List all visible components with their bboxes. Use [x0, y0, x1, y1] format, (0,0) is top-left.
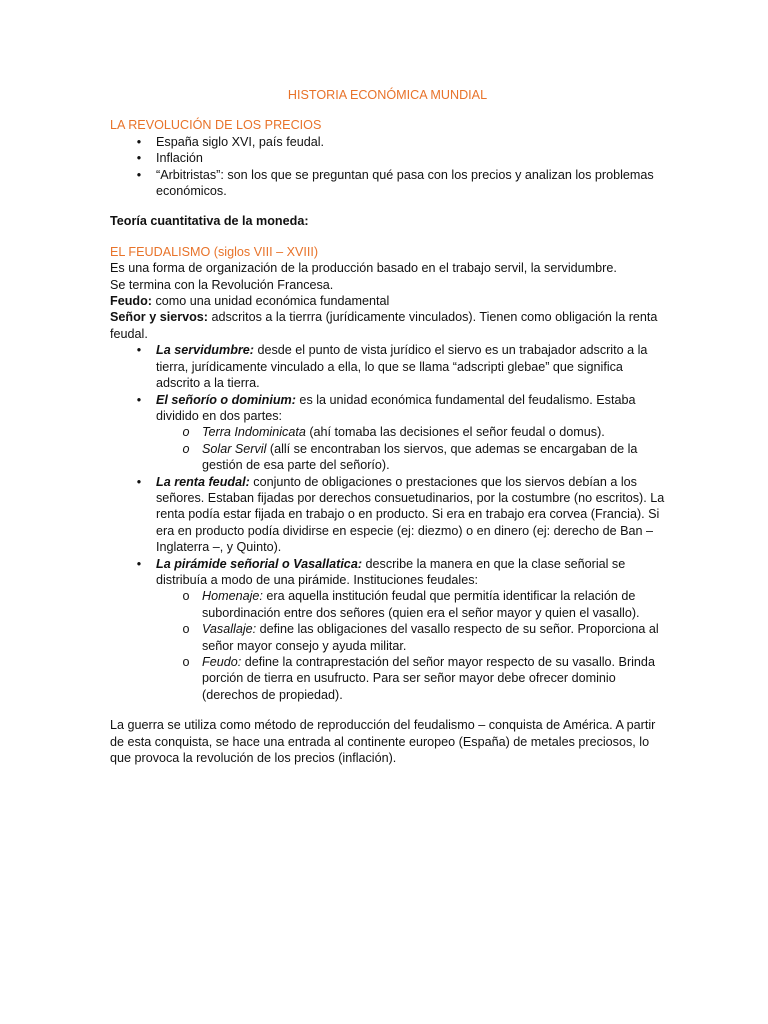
list-item: • España siglo XVI, país feudal.: [110, 134, 665, 150]
circle-bullet-icon: o: [182, 425, 190, 440]
conclusion-paragraph: La guerra se utiliza como método de reproducción del feudalismo – conquista de América. A partir de esta conquista, se hace una entrada al continente europeo (España) de metales preciosos, lo que provoca la revolución de los precios (inflación).: [110, 718, 656, 766]
list-item: • “Arbitristas”: son los que se preguntan qué pasa con los precios y analizan los problemas económicos.: [110, 167, 665, 200]
feudalismo-termina: Se termina con la Revolución Francesa.: [110, 277, 334, 292]
sublist-item: o Vasallaje: define las obligaciones del vasallo respecto de su señor. Proporciona al señor mayor consejo y ayuda militar.: [110, 621, 665, 654]
feudalismo-list: [110, 342, 665, 424]
list-item: • La pirámide señorial o Vasallatica: describe la manera en que la clase señorial se distribuía a modo de una pirámide. Instituciones feudales:: [110, 556, 665, 589]
circle-bullet-icon: o: [182, 589, 190, 604]
list-item: • La renta feudal: conjunto de obligaciones o prestaciones que los siervos debían a los señores. Estaban fijadas por derechos consuetudinarios, por la costumbre (no escritos). La renta podía estar fijada en trabajo o en producto. Si era en trabajo era corvea (Francia). Si era en producto podía dividirse en especie (ej: diezmo) o en dinero (ej: derecho de Ban – Inglaterra –, y Quinto).: [110, 474, 665, 556]
senorio-sublist: [110, 424, 665, 473]
document-title: HISTORIA ECONÓMICA MUNDIAL: [287, 88, 488, 102]
bullet-icon: •: [136, 134, 142, 149]
list-item: • Inflación: [110, 150, 665, 166]
circle-bullet-icon: o: [182, 622, 190, 637]
feudo-definition: Feudo: como una unidad económica fundamental: [110, 294, 390, 309]
section-heading-revolucion-precios: LA REVOLUCIÓN DE LOS PRECIOS: [110, 118, 322, 133]
sublist-item: o Terra Indominicata (ahí tomaba las decisiones el señor feudal o domus).: [110, 424, 665, 440]
document-content: [110, 87, 665, 766]
bullet-icon: •: [136, 556, 142, 571]
bullet-icon: •: [136, 167, 142, 182]
sublist-item: o Homenaje: era aquella institución feudal que permitía identificar la relación de subordinación entre dos señores (quien era el señor mayor y quien el vasallo).: [110, 588, 665, 621]
section-heading-feudalismo: EL FEUDALISMO (siglos VIII – XVIII): [110, 244, 319, 259]
senor-siervos-definition: Señor y siervos: adscritos a la tierrra (jurídicamente vinculados). Tienen como obligación la renta feudal.: [110, 310, 658, 341]
sublist-item: o Feudo: define la contraprestación del señor mayor respecto de su vasallo. Brinda porción de tierra en usufructo. Para ser señor mayor debe ofrecer dominio (derechos de propiedad).: [110, 654, 665, 703]
circle-bullet-icon: o: [182, 441, 190, 456]
bullet-icon: •: [136, 474, 142, 489]
list-item: • La servidumbre: desde el punto de vista jurídico el siervo es un trabajador adscrito a la tierra, jurídicamente vinculado a ella, lo que se llama “adscripti glebae” que significa adscrito a la tierra.: [110, 342, 665, 391]
bullet-icon: •: [136, 392, 142, 407]
bullet-icon: •: [136, 151, 142, 166]
feudalismo-intro: Es una forma de organización de la producción basado en el trabajo servil, la servidumbre.: [110, 261, 617, 276]
revolucion-precios-list: [110, 134, 665, 200]
sublist-item: o Solar Servil (allí se encontraban los siervos, que ademas se encargaban de la gestión de esa parte del señorío).: [110, 441, 665, 474]
instituciones-sublist: [110, 588, 665, 703]
bullet-icon: •: [136, 343, 142, 358]
teoria-cuantitativa-line: Teoría cuantitativa de la moneda:: [110, 214, 309, 229]
list-item: • El señorío o dominium: es la unidad económica fundamental del feudalismo. Estaba dividido en dos partes:: [110, 392, 665, 425]
circle-bullet-icon: o: [182, 655, 190, 669]
